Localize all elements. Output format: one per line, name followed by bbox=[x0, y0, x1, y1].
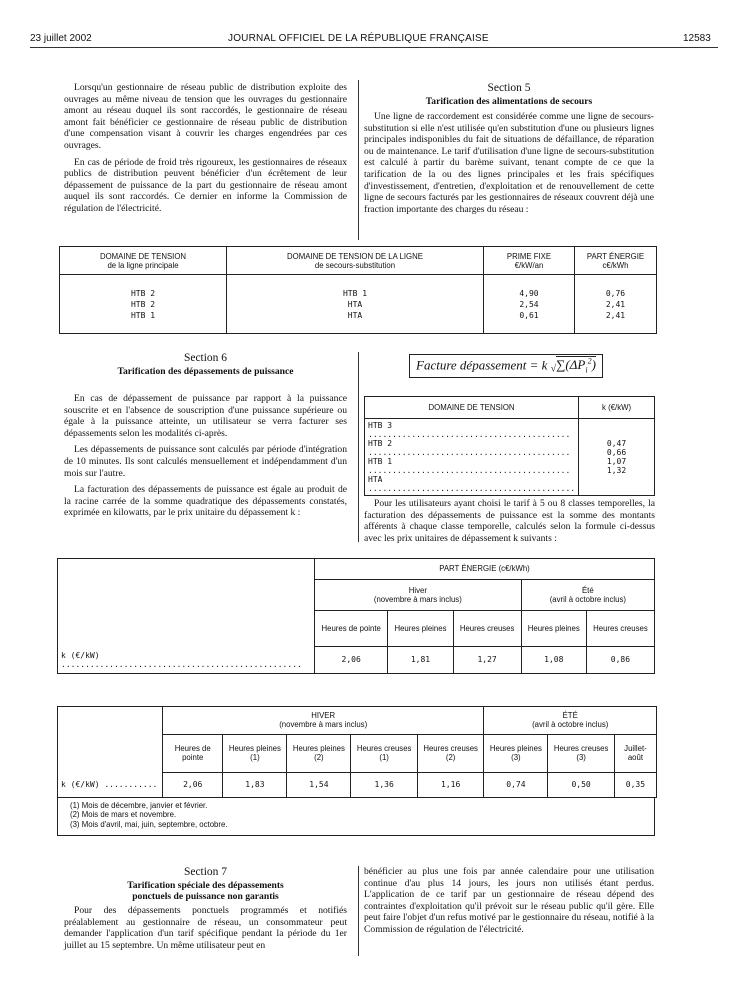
five-class-price-table bbox=[57, 558, 655, 674]
table-header: Heures de pointe bbox=[315, 611, 388, 647]
table-header: PART ÉNERGIE (c€/kWh) bbox=[315, 559, 655, 580]
table-header: PRIME FIXE €/kW/an bbox=[484, 247, 575, 275]
section-subtitle: Tarification spéciale des dépassements bbox=[127, 880, 284, 891]
table-row: k (€/kW) ........... 2,06 1,83 1,54 1,36 1,16 0,74 0,50 0,35 bbox=[58, 772, 657, 797]
section-subtitle: Tarification des dépassements de puissance bbox=[117, 366, 294, 377]
table-footnotes bbox=[57, 798, 655, 836]
table-header: Heures creuses (2) bbox=[417, 734, 484, 772]
table-header: DOMAINE DE TENSION de la ligne principale bbox=[60, 247, 227, 275]
table-header: Heures pleines (3) bbox=[484, 734, 548, 772]
section-6 bbox=[64, 352, 347, 524]
footnote: (1) Mois de décembre, janvier et février. bbox=[70, 801, 208, 810]
paragraph: En cas de dépassement de puissance par rapport à la puissance souscrite et en l'absence de souscription d'une puissance supérieure ou égale à la puissance atteinte, un utilisateur se verra facturer ses dépassements selon les modalités ci-après. bbox=[64, 393, 347, 439]
header-rule bbox=[30, 47, 718, 48]
top-left-column bbox=[64, 82, 347, 220]
table-header: Heures creuses bbox=[586, 611, 654, 647]
table-row: HTB 2 HTB 2 HTB 1 HTB 1 HTA HTA 4,90 2,54 0,61 0,76 2,41 2,41 bbox=[60, 275, 657, 334]
table-header: Heures pleines bbox=[521, 611, 586, 647]
header-date: 23 juillet 2002 bbox=[30, 33, 92, 44]
paragraph: Pour les utilisateurs ayant choisi le tarif à 5 ou 8 classes temporelles, la facturation des dépassements de puissance est la somme des montants afférents à chaque classe temporelle, calculés selon la formule ci-dessus avec les prix unitaires de dépassement k suivants : bbox=[364, 498, 655, 544]
section-title: Section 5 bbox=[487, 82, 531, 94]
table-header: DOMAINE DE TENSION bbox=[365, 397, 579, 419]
table-header: Heures creuses (1) bbox=[351, 734, 418, 772]
column-divider bbox=[358, 866, 359, 956]
section-subtitle: ponctuels de puissance non garantis bbox=[132, 891, 279, 902]
backup-line-tariff-table bbox=[59, 246, 657, 334]
table-header: Été (avril à octobre inclus) bbox=[521, 579, 654, 610]
table-header: ÉTÉ (avril à octobre inclus) bbox=[484, 707, 657, 735]
section-5 bbox=[364, 82, 654, 220]
section-title: Section 6 bbox=[183, 352, 228, 364]
section-7-continued bbox=[364, 866, 654, 941]
paragraph: Une ligne de raccordement est considérée comme une ligne de secours-substitution si elle n'est utilisée qu'en substitution d'une ou plusieurs lignes principales indisponibles du fait de situations de défaillance, de réparation ou de maintenance. Le tarif d'utilisation d'une ligne de secours-substitution est calculé à partir du barème suivant, tenant compte de ce que la tarification de la ou des lignes principales et les frais spécifiques d'investissement, d'entretien, d'exploitation et de renouvellement de cette ligne de secours facturés par les gestionnaires de réseaux couvrent déjà une fraction importante des charges du réseau : bbox=[364, 111, 654, 215]
header-page-number: 12583 bbox=[683, 33, 711, 44]
column-divider bbox=[358, 352, 359, 542]
header-journal: JOURNAL OFFICIEL DE LA RÉPUBLIQUE FRANÇAISE bbox=[228, 33, 489, 44]
paragraph: La facturation des dépassements de puissance est égale au produit de la racine carrée de la somme quadratique des dépassements constatés, exprimée en kilowatts, par le prix unitaire du dépassement k : bbox=[64, 484, 347, 519]
table-header: Heures pleines (2) bbox=[287, 734, 351, 772]
formula: Facture dépassement = k $√\sum(\Delta P_i^2)$ bbox=[409, 354, 603, 378]
paragraph: bénéficier au plus une fois par année calendaire pour une utilisation continue d'au plus 14 jours, les jours non utilisés étant perdus. L'application de ce tarif par un gestionnaire de réseau dépend des contraintes d'exploitation qu'il prévoit sur le réseau public qu'il gère. Elle peut faire l'objet d'un refus motivé par le gestionnaire du réseau, notifié à la Commission de régulation de l'électricité. bbox=[364, 866, 654, 935]
footnote: (3) Mois d'avril, mai, juin, septembre, octobre. bbox=[70, 819, 228, 829]
section-7 bbox=[64, 866, 347, 956]
footnote: (2) Mois de mars et novembre. bbox=[70, 810, 177, 820]
table-header: k (€/kW) bbox=[579, 397, 655, 419]
table-header: Hiver (novembre à mars inclus) bbox=[315, 579, 522, 610]
table-header: Juillet-août bbox=[614, 734, 656, 772]
overrun-price-table bbox=[364, 396, 655, 496]
table-row: HTB 3 .......................................... HTB 2 .......................................... HTB 1 .......................................... HTA ........................................... 0,47 0,66 1,07 1,32 bbox=[365, 419, 655, 496]
table-header: Heures pleines bbox=[388, 611, 453, 647]
column-divider bbox=[358, 80, 359, 240]
table-row: k (€/kW) .................................................. 2,06 1,81 1,27 1,08 0,86 bbox=[58, 646, 655, 673]
paragraph: Lorsqu'un gestionnaire de réseau public de distribution exploite des ouvrages au même niveau de tension que les ouvrages du gestionnaire amont au réseau duquel ils sont raccordés, le gestionnaire de réseau amont fait bénéficier ce gestionnaire de réseau public de distribution d'une compensation visant à couvrir les charges engendrées par ces ouvrages. bbox=[64, 82, 347, 151]
table-header: Heures de pointe bbox=[163, 734, 223, 772]
section-subtitle: Tarification des alimentations de secours bbox=[425, 96, 593, 107]
table-header: Heures pleines (1) bbox=[223, 734, 287, 772]
table-header: Heures creuses bbox=[453, 611, 521, 647]
eight-class-price-table bbox=[57, 706, 657, 798]
paragraph: Les dépassements de puissance sont calculés par période d'intégration de 10 minutes. Ils sont calculés mensuellement et indépendamment d'un mois sur l'autre. bbox=[64, 444, 347, 479]
right-paragraph-block bbox=[364, 498, 655, 549]
paragraph: Pour des dépassements ponctuels programmés et notifiés préalablement au gestionnaire de réseau, un consommateur peut demander l'application d'un tarif spécifique pendant la période du 1er juillet au 15 septembre. Un même utilisateur peut en bbox=[64, 905, 347, 951]
table-header: DOMAINE DE TENSION DE LA LIGNE de secours-substitution bbox=[227, 247, 484, 275]
table-header: PART ÉNERGIE c€/kWh bbox=[575, 247, 657, 275]
table-header: HIVER (novembre à mars inclus) bbox=[163, 707, 484, 735]
table-header: Heures creuses (3) bbox=[548, 734, 615, 772]
paragraph: En cas de période de froid très rigoureux, les gestionnaires de réseaux publics de distribution peuvent bénéficier d'un écrêtement de leur dépassement de puissance de la part du gestionnaire de réseau amont auquel ils sont raccordés. Ce dernier en informe la Commission de régulation de l'électricité. bbox=[64, 156, 347, 214]
section-title: Section 7 bbox=[183, 866, 228, 878]
